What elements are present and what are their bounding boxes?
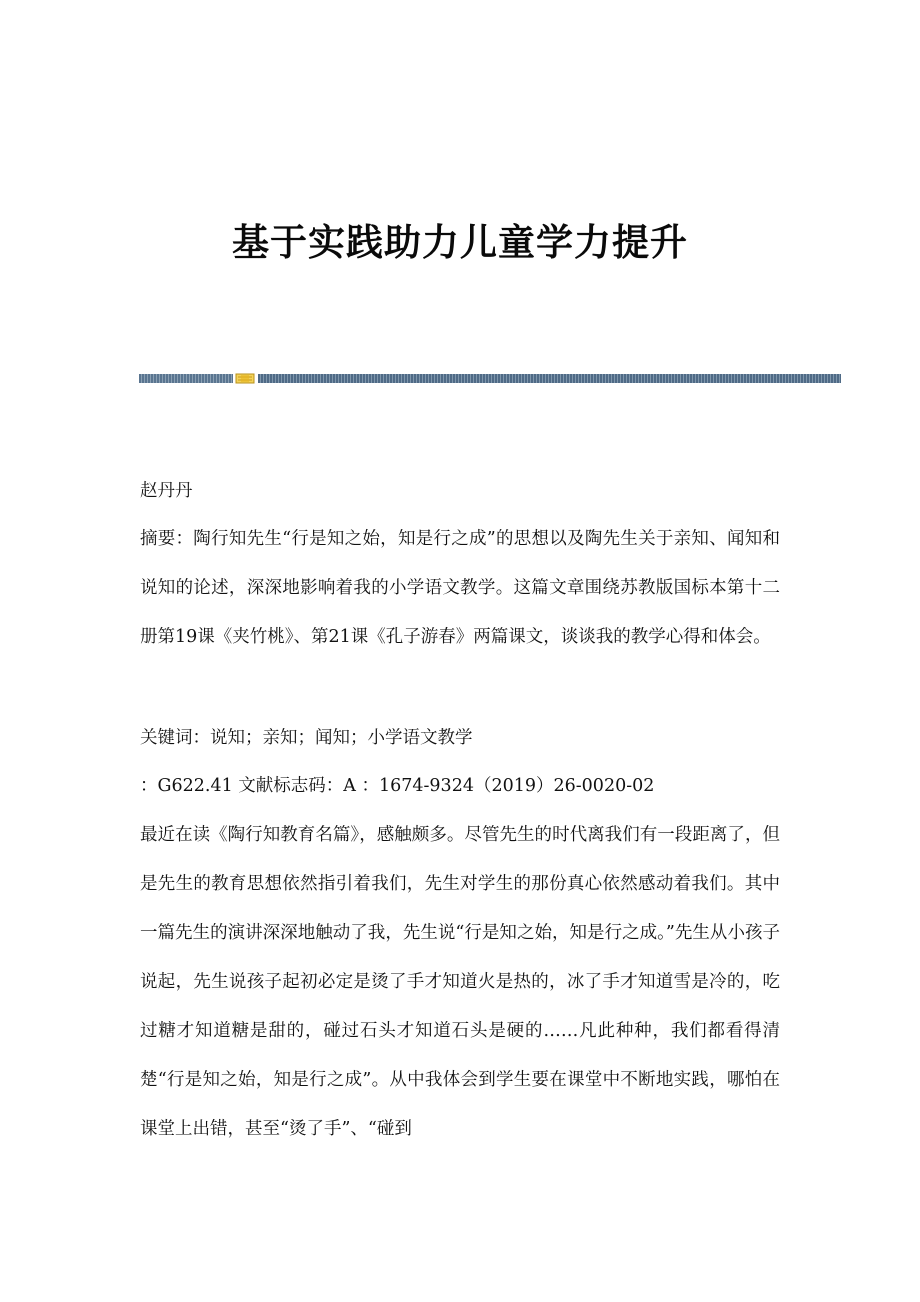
classification-line: ：G622.41 文献标志码：A ：1674-9324（2019）26-0020-02 [140, 776, 655, 796]
keywords-line: 关键词：说知；亲知；闻知；小学语文教学 [140, 728, 473, 748]
pencil-ornament-icon [235, 372, 255, 385]
decorative-rule-right [258, 374, 841, 383]
document-title: 基于实践助力儿童学力提升 [232, 221, 688, 264]
decorative-rule-left [139, 374, 233, 383]
abstract-paragraph: 摘要：陶行知先生“行是知之始，知是行之成”的思想以及陶先生关于亲知、闻知和说知的论述，深深地影响着我的小学语文教学。这篇文章围绕苏教版国标本第十二册第19课《夹竹桃》、第21课《孔子游春》两篇课文，谈谈我的教学心得和体会。 [140, 529, 780, 647]
body-paragraph: 最近在读《陶行知教育名篇》，感触颇多。尽管先生的时代离我们有一段距离了，但是先生的教育思想依然指引着我们，先生对学生的那份真心依然感动着我们。其中一篇先生的演讲深深地触动了我，先生说“行是知之始，知是行之成。”先生从小孩子说起，先生说孩子起初必定是烫了手才知道火是热的，冰了手才知道雪是冷的，吃过糖才知道糖是甜的，碰过石头才知道石头是硬的……凡此种种，我们都看得清楚“行是知之始，知是行之成”。从中我体会到学生要在课堂中不断地实践，哪怕在课堂上出错，甚至“烫了手”、“碰到 [140, 825, 780, 1139]
author-name: 赵丹丹 [140, 481, 193, 501]
